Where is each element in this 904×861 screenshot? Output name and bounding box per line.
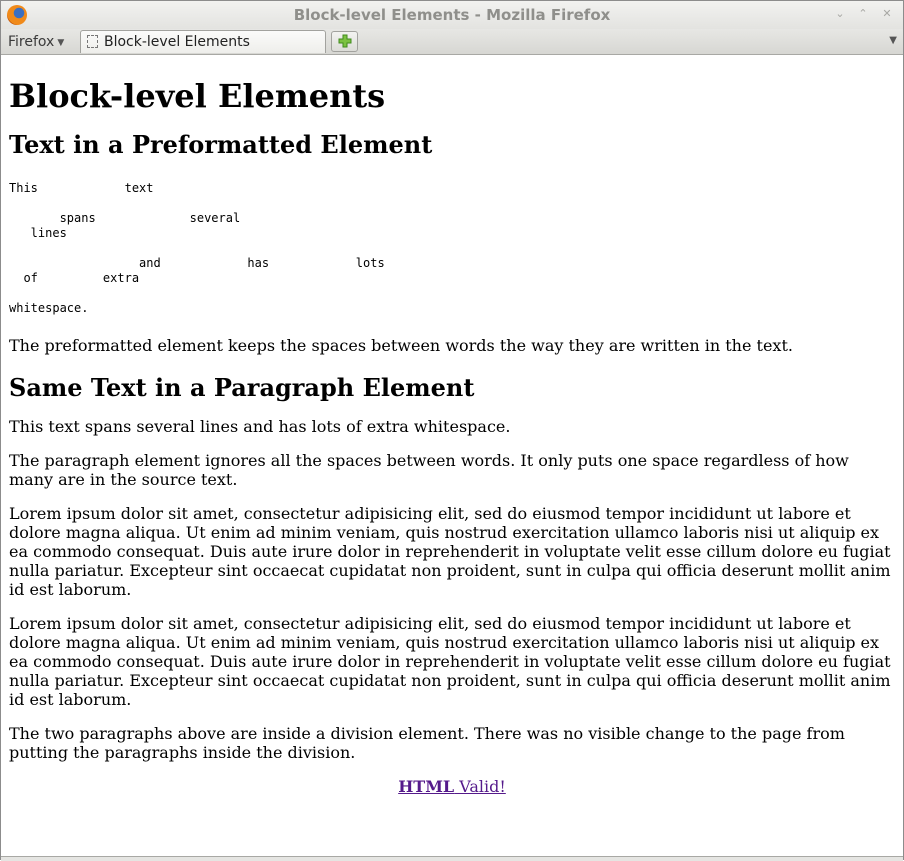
- paragraph-ignores-spaces: The paragraph element ignores all the spaces between words. It only puts one space regardless of how many are in the source text.: [9, 451, 849, 489]
- html-valid-text: Valid!: [454, 777, 506, 796]
- division: [9, 504, 895, 709]
- minimize-icon[interactable]: ⌄: [835, 7, 845, 20]
- window-title: Block-level Elements - Mozilla Firefox: [293, 6, 611, 24]
- maximize-icon[interactable]: ⌃: [858, 7, 868, 20]
- title-bar[interactable]: [1, 1, 903, 29]
- heading-preformatted: Text in a Preformatted Element: [9, 130, 433, 159]
- html-valid-strong: HTML: [398, 777, 455, 796]
- tab-bar: [1, 29, 903, 55]
- chevron-down-icon: ▼: [57, 38, 65, 48]
- page-icon: [87, 35, 98, 48]
- status-bar: [1, 856, 903, 861]
- heading-paragraph: Same Text in a Paragraph Element: [9, 373, 475, 402]
- page-title: Block-level Elements: [9, 77, 386, 115]
- paragraph-pre-note: The preformatted element keeps the spaces between words the way they are written in the text.: [9, 336, 793, 355]
- plus-icon: [338, 34, 352, 48]
- tab-title: Block-level Elements: [104, 34, 250, 50]
- new-tab-button[interactable]: [331, 31, 358, 52]
- html-valid-link[interactable]: [398, 777, 506, 796]
- firefox-menu-label: Firefox: [8, 34, 55, 50]
- paragraph-division-note: The two paragraphs above are inside a division element. There was no visible change to the page from putting the paragraphs inside the division.: [9, 724, 845, 762]
- paragraph-same-text: This text spans several lines and has lots of extra whitespace.: [9, 417, 511, 436]
- list-all-tabs-button[interactable]: ▼: [889, 35, 897, 46]
- preformatted-text: This text spans several lines and has lots of extra whitespace.: [9, 181, 385, 315]
- validation-badge: [9, 777, 895, 796]
- firefox-menu-button[interactable]: [8, 34, 64, 50]
- tab-block-level-elements[interactable]: [80, 30, 326, 53]
- page-content: [1, 55, 903, 855]
- paragraph-lorem-1: Lorem ipsum dolor sit amet, consectetur adipisicing elit, sed do eiusmod tempor incididunt ut labore et dolore magna aliqua. Ut enim ad minim veniam, quis nostrud exercitation ullamco laboris nisi ut aliquip ex ea commodo consequat. Duis aute irure dolor in reprehenderit in voluptate velit esse cillum dolore eu fugiat nulla pariatur. Excepteur sint occaecat cupidatat non proident, sunt in culpa qui officia deserunt mollit anim id est laborum.: [9, 504, 891, 599]
- close-icon[interactable]: ✕: [882, 7, 892, 20]
- paragraph-lorem-2: Lorem ipsum dolor sit amet, consectetur adipisicing elit, sed do eiusmod tempor incididunt ut labore et dolore magna aliqua. Ut enim ad minim veniam, quis nostrud exercitation ullamco laboris nisi ut aliquip ex ea commodo consequat. Duis aute irure dolor in reprehenderit in voluptate velit esse cillum dolore eu fugiat nulla pariatur. Excepteur sint occaecat cupidatat non proident, sunt in culpa qui officia deserunt mollit anim id est laborum.: [9, 614, 891, 709]
